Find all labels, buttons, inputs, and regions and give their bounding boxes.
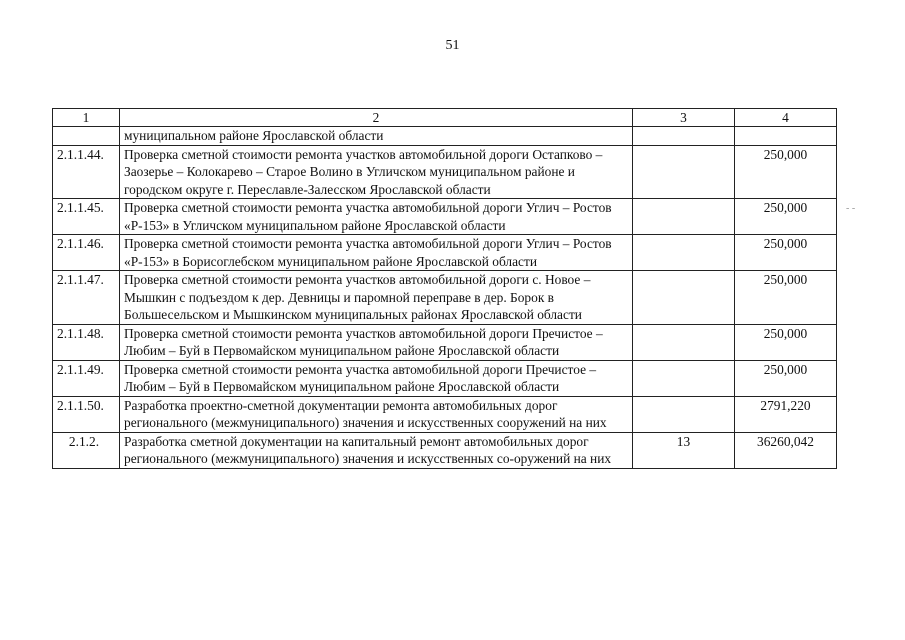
row-amount: 36260,042 xyxy=(735,432,837,468)
column-header: 2 xyxy=(120,109,633,127)
row-quantity: 13 xyxy=(633,432,735,468)
row-number: 2.1.1.45. xyxy=(53,199,120,235)
row-description: Проверка сметной стоимости ремонта участков автомобильной дороги Пречистое – Любим – Буй в Первомайском муниципальном районе Ярославской области xyxy=(120,324,633,360)
table-row xyxy=(53,324,837,360)
row-amount: 250,000 xyxy=(735,235,837,271)
row-quantity xyxy=(633,145,735,199)
table-header-row xyxy=(53,109,837,127)
row-amount: 250,000 xyxy=(735,271,837,325)
row-number: 2.1.1.47. xyxy=(53,271,120,325)
column-header: 3 xyxy=(633,109,735,127)
row-quantity xyxy=(633,360,735,396)
row-number: 2.1.1.44. xyxy=(53,145,120,199)
table-row xyxy=(53,199,837,235)
table-row xyxy=(53,235,837,271)
row-quantity xyxy=(633,271,735,325)
continuation-row xyxy=(53,127,837,146)
column-header: 1 xyxy=(53,109,120,127)
table-row xyxy=(53,396,837,432)
data-table xyxy=(52,108,837,469)
row-description: Разработка проектно-сметной документации ремонта автомобильных дорог регионального (межмуниципального) значения и искусственных сооружений на них xyxy=(120,396,633,432)
row-amount: 250,000 xyxy=(735,199,837,235)
row-description: Проверка сметной стоимости ремонта участка автомобильной дороги Углич – Ростов «Р-153» в Угличском муниципальном районе Ярославской области xyxy=(120,199,633,235)
row-quantity xyxy=(633,199,735,235)
table-row xyxy=(53,432,837,468)
row-quantity xyxy=(633,235,735,271)
page-number: 51 xyxy=(445,38,460,53)
row-description: Проверка сметной стоимости ремонта участков автомобильной дороги Остапково – Заозерье – Колокарево – Старое Волино в Угличском муниципальном районе и городском округе г. Переславле-Залесском Ярославской области xyxy=(120,145,633,199)
row-number: 2.1.1.49. xyxy=(53,360,120,396)
row-quantity xyxy=(633,396,735,432)
row-amount: 2791,220 xyxy=(735,396,837,432)
row-amount: 250,000 xyxy=(735,145,837,199)
table-row xyxy=(53,271,837,325)
row-description: Проверка сметной стоимости ремонта участка автомобильной дороги Пречистое – Любим – Буй в Первомайском муниципальном районе Ярославской области xyxy=(120,360,633,396)
continuation-text: муниципальном районе Ярославской области xyxy=(120,127,633,146)
column-header: 4 xyxy=(735,109,837,127)
row-number: 2.1.2. xyxy=(53,432,120,468)
row-description: Проверка сметной стоимости ремонта участков автомобильной дороги с. Новое – Мышкин с подъездом к дер. Девницы и паромной переправе в дер. Борок в Большесельском и Мышкинском муниципальных районах Ярославской области xyxy=(120,271,633,325)
row-quantity xyxy=(633,324,735,360)
scan-mark: - - xyxy=(846,203,856,214)
row-description: Разработка сметной документации на капитальный ремонт автомобильных дорог регионального (межмуниципального) значения и искусственных со-оружений на них xyxy=(120,432,633,468)
row-description: Проверка сметной стоимости ремонта участка автомобильной дороги Углич – Ростов «Р-153» в Борисоглебском муниципальном районе Ярославской области xyxy=(120,235,633,271)
row-amount: 250,000 xyxy=(735,324,837,360)
row-number: 2.1.1.50. xyxy=(53,396,120,432)
row-number: 2.1.1.46. xyxy=(53,235,120,271)
row-amount: 250,000 xyxy=(735,360,837,396)
row-number: 2.1.1.48. xyxy=(53,324,120,360)
table-row xyxy=(53,360,837,396)
table-row xyxy=(53,145,837,199)
